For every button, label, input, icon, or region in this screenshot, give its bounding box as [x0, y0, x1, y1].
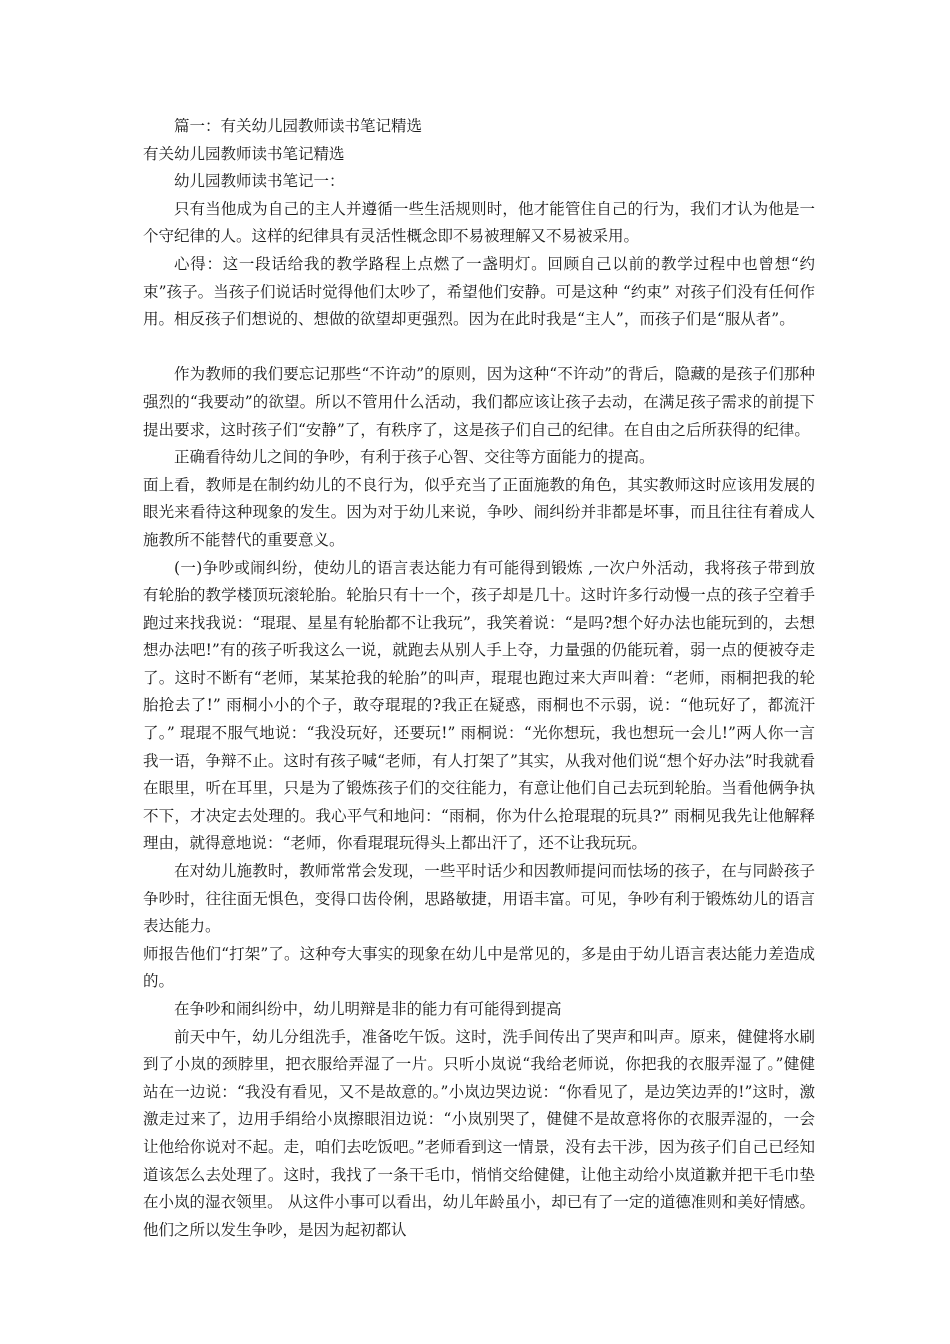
paragraph-spacer — [143, 334, 815, 362]
paragraph-reflection: 心得：这一段话给我的教学路程上点燃了一盏明灯。回顾自己以前的教学过程中也曾想“约束”孩子。当孩子们说话时觉得他们太吵了，希望他们安静。可是这种 “约束” 对孩子们没有任何作用。相反孩子们想说的、想做的欲望却更强烈。因为在此时我是“主人”，而孩子们是“服从者”。 — [143, 254, 815, 329]
paragraph-surface: 面上看，教师是在制约幼儿的不良行为，似乎充当了正面施教的角色，其实教师这时应该用发展的眼光来看待这种现象的发生。因为对于幼儿来说，争吵、闹纠纷并非都是坏事，而且往往有着成人施教所不能替代的重要意义。 — [143, 475, 815, 549]
paragraph-lunch-story: 前天中午，幼儿分组洗手，准备吃午饭。这时，洗手间传出了哭声和叫声。原来，健健将水刷到了小岚的颈脖里，把衣服给弄湿了一片。只听小岚说“我给老师说，你把我的衣服弄湿了。”健健站在一边说：“我没有看见，又不是故意的。”小岚边哭边说：“你看见了，是边笑边弄的!”这时，激激走过来了，边用手绢给小岚擦眼泪边说：“小岚别哭了，健健不是故意将你的衣服弄湿的，一会让他给你说对不起。走，咱们去吃饭吧。”老师看到这一情景，没有去干涉，因为孩子们自己已经知道该怎么去处理了。这时，我找了一条干毛巾，悄悄交给健健，让他主动给小岚道歉并把干毛巾垫在小岚的湿衣领里。 从这件小事可以看出，幼儿年龄虽小，却已有了一定的道德准则和美好情感。他们之所以发生争吵，是因为起初都认 — [143, 1027, 815, 1239]
paragraph-discipline: 作为教师的我们要忘记那些“不许动”的原则，因为这种“不许动”的背后，隐藏的是孩子们那种强烈的“我要动”的欲望。所以不管用什么活动，我们都应该让孩子去动，在满足孩子需求的前提下提出要求，这时孩子们“安静”了，有秩序了，这是孩子们自己的纪律。在自由之后所获得的纪律。 — [143, 365, 815, 439]
paragraph-quarrel-heading: 正确看待幼儿之间的争吵，有利于孩子心智、交往等方面能力的提高。 — [174, 448, 655, 467]
document-title: 有关幼儿园教师读书笔记精选 — [143, 144, 345, 163]
paragraph-language-summary: 在对幼儿施教时，教师常常会发现，一些平时话少和因教师提问而怯场的孩子，在与同龄孩子争吵时，往往面无惧色，变得口齿伶俐，思路敏捷，用语丰富。可见，争吵有利于锻炼幼儿的语言表达能力。 — [143, 862, 815, 936]
paragraph-quote: 只有当他成为自己的主人并遵循一些生活规则时，他才能管住自己的行为，我们才认为他是一个守纪律的人。这样的纪律具有灵活性概念即不易被理解又不易被采用。 — [143, 199, 815, 246]
document-heading: 篇一：有关幼儿园教师读书笔记精选 — [174, 117, 423, 135]
paragraph-report: 师报告他们“打架”了。这种夸大事实的现象在幼儿中是常见的，多是由于幼儿语言表达能力差造成的。 — [143, 944, 815, 991]
document-subtitle: 幼儿园教师读书笔记一： — [174, 172, 345, 191]
paragraph-judgement-heading: 在争吵和闹纠纷中，幼儿明辩是非的能力有可能得到提高 — [174, 1000, 562, 1018]
document-page — [143, 113, 815, 1244]
paragraph-language-story: (一)争吵或闹纠纷，使幼儿的语言表达能力有可能得到锻炼 ,一次户外活动，我将孩子带到放有轮胎的教学楼顶玩滚轮胎。轮胎只有十一个，孩子却是几十。这时许多行动慢一点的孩子空着手跑过来找我说：“琨琨、星星有轮胎都不让我玩”，我笑着说：“是吗?想个好办法也能玩到的，去想想办法吧!”有的孩子听我这么一说，就跑去从别人手上夺，力量强的仍能玩着，弱一点的便被夺走了。这时不断有“老师，某某抢我的轮胎”的叫声，琨琨也跑过来大声叫着：“老师，雨桐把我的轮胎抢去了!” 雨桐小小的个子，敢夺琨琨的?我正在疑惑，雨桐也不示弱，说：“他玩好了，都流汗了。” 琨琨不服气地说：“我没玩好，还要玩!” 雨桐说：“光你想玩，我也想玩一会儿!”两人你一言我一语，争辩不止。这时有孩子喊“老师，有人打架了”其实，从我对他们说“想个好办法”时我就看在眼里，听在耳里，只是为了锻炼孩子们的交往能力，有意让他们自己去玩到轮胎。当看他俩争执不下，才决定去处理的。我心平气和地问：“雨桐，你为什么抢琨琨的玩具?” 雨桐见我先让他解释理由，就得意地说：“老师，你看琨琨玩得头上都出汗了，还不让我玩玩。 — [143, 558, 815, 853]
